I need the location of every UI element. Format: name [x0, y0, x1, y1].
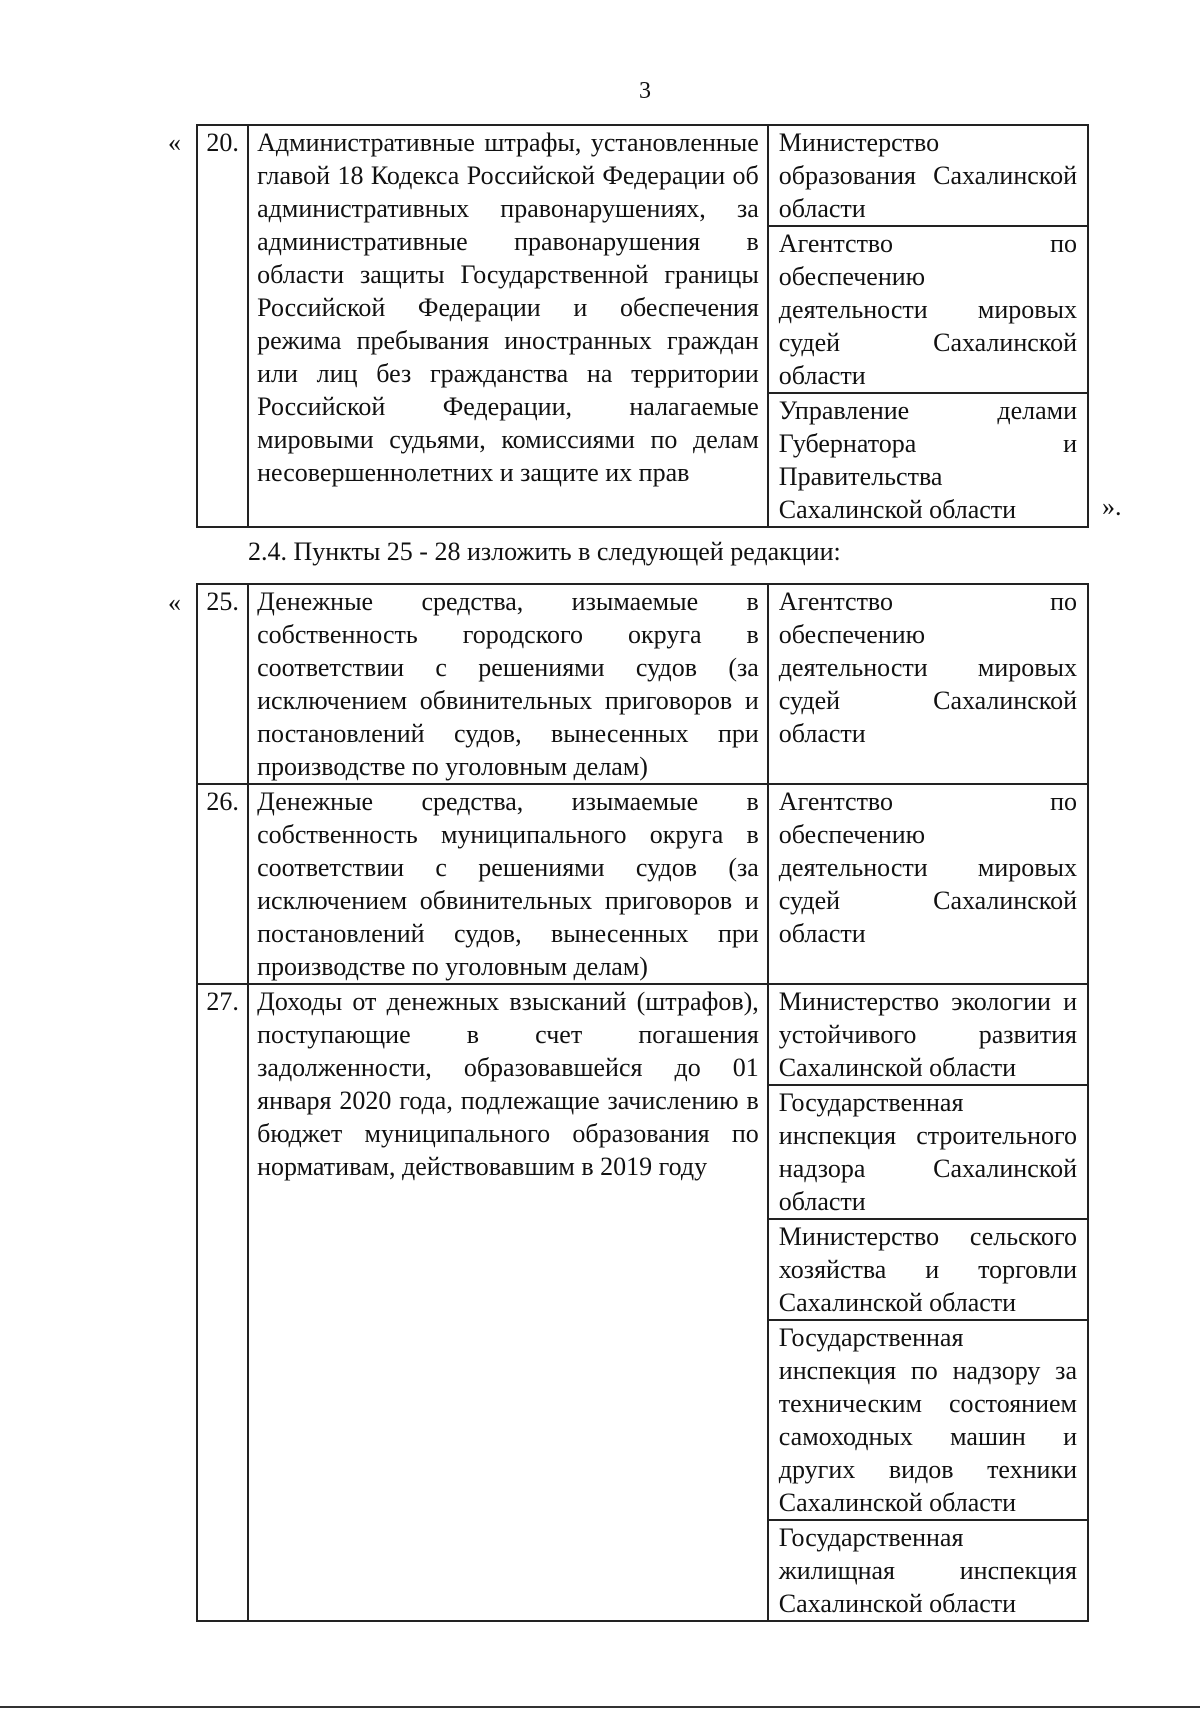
row-agencies	[768, 784, 1088, 984]
agency-item: Управление делами Губернатора и Правительства Сахалинской области	[778, 396, 1077, 524]
agency-item: Государственная инспекция строительного надзора Сахалинской области	[769, 1086, 1087, 1220]
agency-item: Министерство экологии и устойчивого развития Сахалинской области	[769, 985, 1087, 1086]
row-description: Денежные средства, изымаемые в собственность муниципального округа в соответствии с решениями судов (за исключением обвинительных приговоров и постановлений судов, вынесенных при производстве по уголовным делам)	[248, 784, 768, 984]
table-row-25	[197, 584, 1088, 784]
page-number: 3	[639, 78, 651, 104]
closing-quote-mark: ».	[1102, 492, 1122, 521]
row-description: Денежные средства, изымаемые в собственность городского округа в соответствии с решениями судов (за исключением обвинительных приговоров и постановлений судов, вынесенных при производстве по уголовным делам)	[248, 584, 768, 784]
agency-item: Министерство образования Сахалинской области	[769, 126, 1087, 227]
opening-quote-mark: «	[168, 588, 181, 617]
row-description: Доходы от денежных взысканий (штрафов), поступающие в счет погашения задолженности, образовавшейся до 01 января 2020 года, подлежащие зачислению в бюджет муниципального образования по нормативам, действовавшим в 2019 году	[248, 984, 768, 1621]
amendment-table-1	[196, 124, 1089, 528]
amendment-table-2	[196, 583, 1089, 1622]
agency-item: Министерство сельского хозяйства и торговли Сахалинской области	[769, 1220, 1087, 1321]
table-row-26	[197, 784, 1088, 984]
agency-item: Государственная жилищная инспекция Сахалинской области	[778, 1523, 1077, 1618]
page-bottom-rule	[0, 1706, 1200, 1708]
agency-item: Агентство по обеспечению деятельности мировых судей Сахалинской области	[769, 227, 1087, 394]
agency-item: Государственная инспекция по надзору за техническим состоянием самоходных машин и других видов техники Сахалинской области	[769, 1321, 1087, 1521]
row-number: 27.	[197, 984, 248, 1621]
agency-item: Агентство по обеспечению деятельности мировых судей Сахалинской области	[778, 587, 1077, 748]
row-agencies	[768, 984, 1088, 1621]
agency-item: Агентство по обеспечению деятельности мировых судей Сахалинской области	[778, 787, 1077, 948]
opening-quote-mark: «	[168, 128, 181, 157]
row-agencies	[768, 125, 1088, 527]
row-number: 26.	[197, 784, 248, 984]
row-number: 25.	[197, 584, 248, 784]
amendment-paragraph: 2.4. Пункты 25 - 28 изложить в следующей редакции:	[248, 537, 841, 566]
table-row-27	[197, 984, 1088, 1621]
table-row-20	[197, 125, 1088, 527]
row-agencies	[768, 584, 1088, 784]
row-number: 20.	[197, 125, 248, 527]
row-description: Административные штрафы, установленные главой 18 Кодекса Российской Федерации об административных правонарушениях, за административные правонарушения в области защиты Государственной границы Российской Федерации и обеспечения режима пребывания иностранных граждан или лиц без гражданства на территории Российской Федерации, налагаемые мировыми судьями, комиссиями по делам несовершеннолетних и защите их прав	[248, 125, 768, 527]
